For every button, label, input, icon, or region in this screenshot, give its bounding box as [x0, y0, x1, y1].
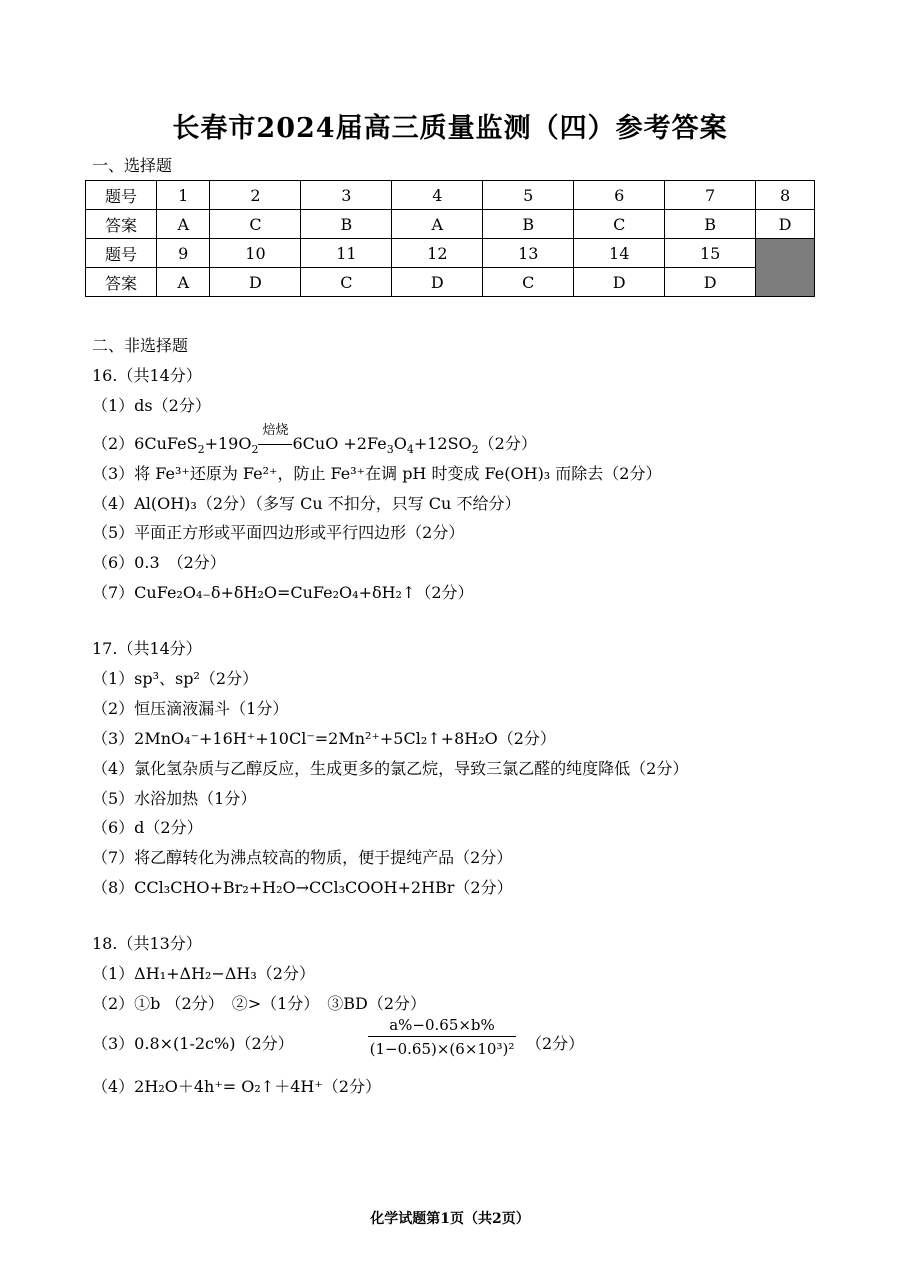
table-cell: C [210, 210, 301, 239]
empty-shaded-cell [756, 239, 815, 297]
table-cell: D [210, 268, 301, 297]
q17-line-3: （3）2MnO₄⁻+16H⁺+10Cl⁻=2Mn²⁺+5Cl₂↑+8H₂O（2分） [92, 729, 556, 748]
q17-line-2: （2）恒压滴液漏斗（1分） [92, 699, 289, 718]
table-row [86, 181, 815, 210]
q16-line-3: （3）将 Fe³⁺还原为 Fe²⁺，防止 Fe³⁺在调 pH 时变成 Fe(OH)₃ 而除去（2分） [92, 464, 662, 483]
q16-eq-part: （2）6CuFeS [92, 434, 198, 453]
table-cell: B [665, 210, 756, 239]
table-cell: A [157, 210, 210, 239]
table-cell: 1 [157, 181, 210, 210]
table-cell: B [301, 210, 392, 239]
table-cell: 6 [574, 181, 665, 210]
section-heading-nonchoice: 二、非选择题 [92, 336, 189, 355]
q17-line-4: （4）氯化氢杂质与乙醇反应，生成更多的氯乙烷，导致三氯乙醛的纯度降低（2分） [92, 759, 689, 778]
table-cell: C [574, 210, 665, 239]
table-cell: D [756, 210, 815, 239]
q18-line-3a: （3）0.8×(1-2c%)（2分） [92, 1034, 294, 1053]
q16-eq-part: +12SO [413, 434, 472, 453]
table-cell: C [301, 268, 392, 297]
table-cell: D [574, 268, 665, 297]
table-cell: 12 [392, 239, 483, 268]
table-cell: 2 [210, 181, 301, 210]
reaction-condition-arrow [258, 423, 292, 453]
q17-line-1: （1）sp³、sp²（2分） [92, 669, 259, 688]
q16-line-4: （4）Al(OH)₃（2分）（多写 Cu 不扣分，只写 Cu 不给分） [92, 494, 521, 513]
table-cell: D [665, 268, 756, 297]
table-row [86, 268, 815, 297]
table-row [86, 210, 815, 239]
q16-line-1: （1）ds（2分） [92, 396, 211, 415]
section-heading-choice: 一、选择题 [92, 156, 173, 175]
table-cell: 9 [157, 239, 210, 268]
table-cell: 10 [210, 239, 301, 268]
q17-line-7: （7）将乙醇转化为沸点较高的物质，便于提纯产品（2分） [92, 848, 513, 867]
table-cell: 14 [574, 239, 665, 268]
table-cell: 3 [301, 181, 392, 210]
q18-line-1: （1）ΔH₁+ΔH₂−ΔH₃（2分） [92, 964, 315, 983]
table-cell: 5 [483, 181, 574, 210]
page-footer: 化学试题第1页（共2页） [370, 1211, 530, 1227]
page-title: 长春市2024届高三质量监测（四）参考答案 [172, 113, 728, 144]
q17-line-6: （6）d（2分） [92, 818, 203, 837]
fraction-denominator: (1−0.65)×(6×10³)² [369, 1040, 515, 1058]
table-cell: 13 [483, 239, 574, 268]
q18-line-2: （2）①b （2分） ②>（1分） ③BD（2分） [92, 994, 427, 1013]
table-row-header: 答案 [86, 210, 157, 239]
table-row-header: 题号 [86, 181, 157, 210]
table-row [86, 239, 815, 268]
q18-heading: 18.（共13分） [92, 934, 202, 953]
table-cell: 11 [301, 239, 392, 268]
q18-line-3b: （2分） [526, 1034, 585, 1053]
table-cell: A [157, 268, 210, 297]
q16-eq-part: （2分） [478, 434, 537, 453]
q16-line-7: （7）CuFe₂O₄₋δ+δH₂O=CuFe₂O₄+δH₂↑（2分） [92, 583, 474, 602]
table-cell: D [392, 268, 483, 297]
q17-heading: 17.（共14分） [92, 639, 202, 658]
table-cell: 8 [756, 181, 815, 210]
q16-line-5: （5）平面正方形或平面四边形或平行四边形（2分） [92, 523, 465, 542]
q18-fraction [368, 1016, 516, 1058]
q17-line-8: （8）CCl₃CHO+Br₂+H₂O→CCl₃COOH+2HBr（2分） [92, 878, 513, 897]
q17-line-5: （5）水浴加热（1分） [92, 789, 257, 808]
q16-line-6: （6）0.3 （2分） [92, 553, 226, 572]
q16-eq-part: 6CuO +2Fe [292, 434, 387, 453]
q16-line-2: $(2)6CuFeS_2+19O_2$ 焙烧 $6CuO +2Fe_3O_4+12SO_2(2$分） [92, 431, 537, 456]
q16-eq-part: O [393, 434, 407, 453]
table-cell: 7 [665, 181, 756, 210]
q16-heading: 16.（共14分） [92, 366, 202, 385]
table-row-header: 题号 [86, 239, 157, 268]
table-row-header: 答案 [86, 268, 157, 297]
table-cell: 15 [665, 239, 756, 268]
table-cell: 4 [392, 181, 483, 210]
answer-table [85, 180, 815, 297]
reaction-condition: 焙烧 [262, 423, 289, 438]
table-cell: A [392, 210, 483, 239]
fraction-numerator: a%−0.65×b% [389, 1016, 495, 1034]
q18-line-4: （4）2H₂O＋4h⁺= O₂↑＋4H⁺（2分） [92, 1077, 381, 1096]
table-cell: B [483, 210, 574, 239]
q16-eq-part: +19O [204, 434, 252, 453]
table-cell: C [483, 268, 574, 297]
